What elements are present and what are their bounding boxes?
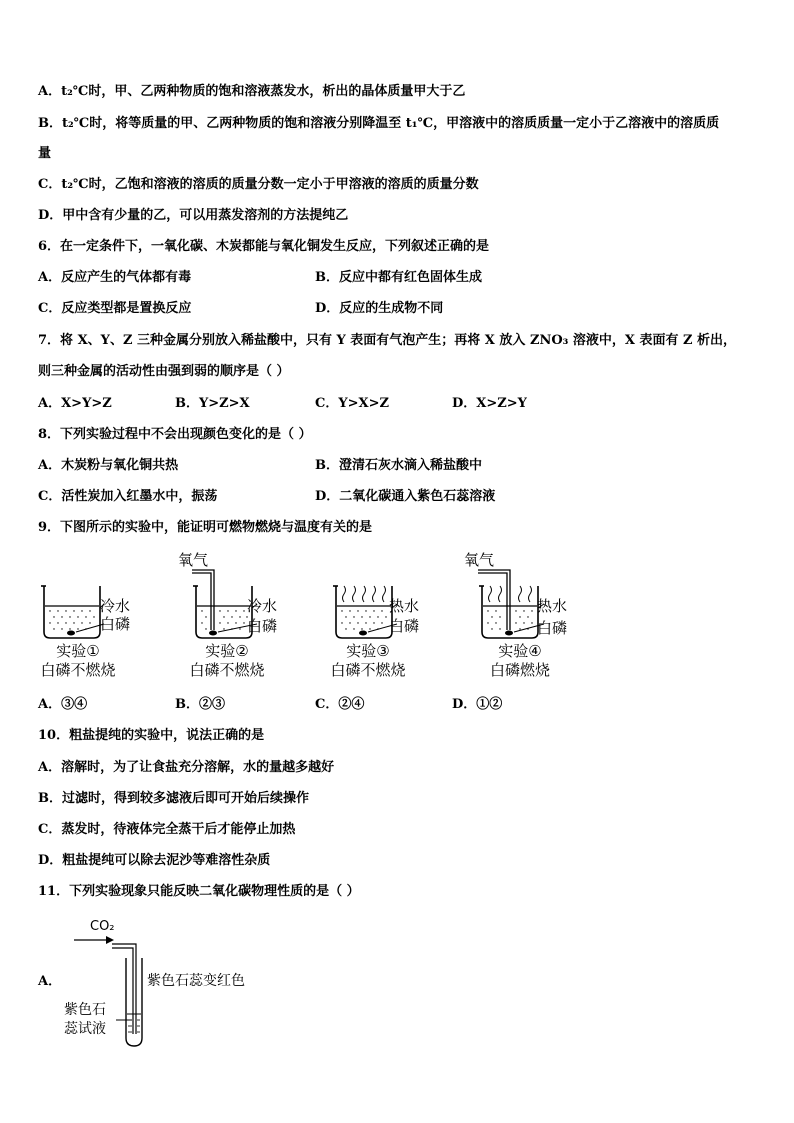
q10-option-b: B．过滤时，得到较多滤液后即可开始后续操作: [38, 791, 309, 806]
steam-lines: [343, 586, 386, 602]
exp4-gas-label: 氧气: [464, 551, 495, 569]
exp4-water-label: 热水: [537, 597, 568, 615]
q10-option-c: C．蒸发时，待液体完全蒸干后才能停止加热: [38, 822, 296, 837]
q8-option-a: A．木炭粉与氧化铜共热: [38, 458, 179, 473]
exp1-solid-label: 白磷: [100, 615, 131, 633]
q8-option-d: D．二氧化碳通入紫色石蕊溶液: [315, 489, 496, 504]
q9-stem: 9．下图所示的实验中，能证明可燃物燃烧与温度有关的是: [38, 520, 373, 535]
q5-option-b-line1: B．t₂℃时，将等质量的甲、乙两种物质的饱和溶液分别降温至 t₁℃，甲溶液中的溶质质量一定小于乙溶液中的溶质质: [38, 116, 720, 131]
exp3-result: 白磷不燃烧: [330, 661, 406, 679]
water-dots: [49, 610, 94, 629]
q6-option-b: B．反应中都有红色固体生成: [315, 270, 482, 285]
q7-option-a: A．X>Y>Z: [38, 396, 112, 411]
exp1-water-label: 冷水: [100, 597, 131, 615]
q5-option-d: D．甲中含有少量的乙，可以用蒸发溶剂的方法提纯乙: [38, 208, 349, 223]
exp2-result: 白磷不燃烧: [189, 661, 265, 679]
q9-option-b: B．②③: [175, 697, 225, 712]
litmus-label-line2: 蕊试液: [64, 1021, 106, 1037]
q11-stem: 11．下列实验现象只能反映二氧化碳物理性质的是（ ）: [38, 884, 360, 899]
observation-label: 紫色石蕊变红色: [147, 973, 245, 989]
q5-option-b-line2: 量: [38, 146, 52, 161]
q7-stem-line1: 7．将 X、Y、Z 三种金属分别放入稀盐酸中，只有 Y 表面有气泡产生；再将 X 放入 ZNO₃ 溶液中，X 表面有 Z 析出，: [38, 333, 737, 348]
exp3-solid-label: 白磷: [389, 617, 420, 635]
q8-stem: 8．下列实验过程中不会出现颜色变化的是（ ）: [38, 427, 312, 442]
q9-option-c: C．②④: [315, 697, 365, 712]
co2-label: CO₂: [90, 919, 115, 934]
exp1-name: 实验①: [56, 642, 100, 660]
q6-option-a: A．反应产生的气体都有毒: [38, 270, 192, 285]
exp2-gas-label: 氧气: [178, 551, 209, 569]
q8-option-b: B．澄清石灰水滴入稀盐酸中: [315, 458, 482, 473]
exp2-water-label: 冷水: [247, 597, 278, 615]
q5-option-c: C．t₂℃时，乙饱和溶液的溶质的质量分数一定小于甲溶液的溶质的质量分数: [38, 177, 479, 192]
q5-option-a: A．t₂℃时，甲、乙两种物质的饱和溶液蒸发水，析出的晶体质量甲大于乙: [38, 84, 466, 99]
exp4-result: 白磷燃烧: [489, 661, 550, 679]
q8-option-c: C．活性炭加入红墨水中，振荡: [38, 489, 218, 504]
q7-option-d: D．X>Z>Y: [452, 396, 527, 411]
exp3-name: 实验③: [346, 642, 390, 660]
litmus-label-line1: 紫色石: [64, 1002, 106, 1018]
q6-stem: 6．在一定条件下，一氧化碳、木炭都能与氧化铜发生反应，下列叙述正确的是: [38, 239, 490, 254]
q6-option-d: D．反应的生成物不同: [315, 301, 444, 316]
q11-option-a-label: A．: [38, 974, 62, 989]
exp2-name: 实验②: [205, 642, 249, 660]
exp4-solid-label: 白磷: [537, 619, 568, 637]
q7-option-b: B．Y>Z>X: [175, 396, 250, 411]
q7-stem-line2: 则三种金属的活动性由强到弱的顺序是（ ）: [38, 364, 290, 379]
q7-option-c: C．Y>X>Z: [315, 396, 389, 411]
exp2-solid-label: 白磷: [247, 617, 278, 635]
exp1-result: 白磷不燃烧: [40, 661, 116, 679]
q9-option-a: A．③④: [38, 697, 88, 712]
q10-stem: 10．粗盐提纯的实验中，说法正确的是: [38, 728, 265, 743]
q6-option-c: C．反应类型都是置换反应: [38, 301, 192, 316]
q10-option-a: A．溶解时，为了让食盐充分溶解，水的量越多越好: [38, 760, 335, 775]
q10-option-d: D．粗盐提纯可以除去泥沙等难溶性杂质: [38, 853, 271, 868]
beaker-1-diagram: [38, 580, 108, 642]
exp4-name: 实验④: [498, 642, 542, 660]
q9-option-d: D．①②: [452, 697, 503, 712]
exp3-water-label: 热水: [389, 597, 420, 615]
